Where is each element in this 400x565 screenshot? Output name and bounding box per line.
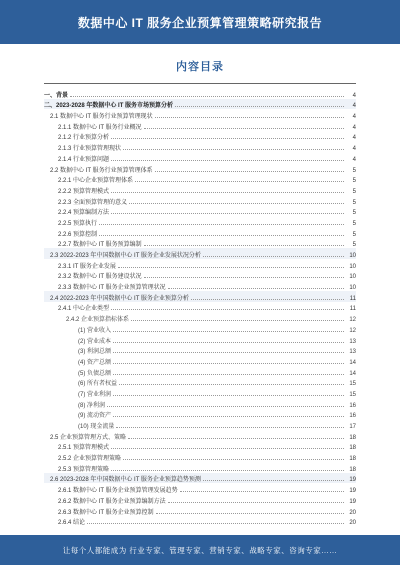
toc-entry[interactable] bbox=[44, 345, 356, 356]
toc-entry[interactable] bbox=[44, 419, 356, 430]
toc-leader-dots bbox=[113, 363, 344, 364]
toc-entry-label: 2.5.3 预算管理策略 bbox=[58, 466, 110, 473]
toc-leader-dots bbox=[144, 277, 344, 278]
toc-leader-dots bbox=[113, 395, 344, 396]
toc-leader-dots bbox=[128, 438, 344, 439]
toc-entry-label: 2.2 数据中心 IT 服务行业预算管理体系 bbox=[50, 167, 153, 174]
toc-entry-label: 一、背景 bbox=[44, 92, 69, 99]
toc-entry-label: 2.4.1 中心企业类型 bbox=[58, 306, 110, 313]
toc-entry-label: 2.6.3 数据中心 IT 服务企业预算控制 bbox=[58, 509, 154, 516]
toc-entry[interactable] bbox=[44, 216, 356, 227]
toc-entry-label: 2.6.4 结论 bbox=[58, 520, 86, 527]
toc-entry-page: 10 bbox=[349, 274, 356, 281]
toc-divider bbox=[44, 83, 356, 84]
toc-leader-dots bbox=[111, 192, 344, 193]
toc-entry-label: 2.2.1 中心企业预算管理体系 bbox=[58, 178, 134, 185]
toc-leader-dots bbox=[144, 128, 344, 129]
toc-entry[interactable] bbox=[44, 174, 356, 185]
toc-leader-dots bbox=[113, 331, 344, 332]
toc-entry[interactable] bbox=[44, 184, 356, 195]
toc-entry[interactable] bbox=[44, 505, 356, 516]
toc-entry[interactable] bbox=[44, 238, 356, 249]
toc-entry-page: 20 bbox=[349, 509, 356, 516]
toc-entry-page: 14 bbox=[349, 359, 356, 366]
toc-entry-page: 13 bbox=[349, 349, 356, 356]
toc-entry-label: 2.3.2 数据中心 IT 服务建设状况 bbox=[58, 274, 142, 281]
document-header bbox=[0, 0, 400, 44]
toc-entry-page: 20 bbox=[349, 520, 356, 527]
toc-entry-label: (3) 利润总额 bbox=[78, 349, 112, 356]
table-of-contents bbox=[44, 88, 356, 526]
toc-entry-label: (5) 负债总额 bbox=[78, 370, 112, 377]
toc-entry-label: (4) 资产总额 bbox=[78, 359, 112, 366]
toc-leader-dots bbox=[111, 138, 344, 139]
toc-entry-label: (2) 营业成本 bbox=[78, 338, 112, 345]
toc-entry-page: 15 bbox=[349, 391, 356, 398]
toc-entry-page: 10 bbox=[349, 263, 356, 270]
toc-entry[interactable] bbox=[44, 387, 356, 398]
toc-entry[interactable] bbox=[44, 312, 356, 323]
toc-leader-dots bbox=[99, 235, 344, 236]
toc-entry-page: 11 bbox=[349, 295, 356, 302]
toc-leader-dots bbox=[113, 352, 344, 353]
toc-entry[interactable] bbox=[44, 398, 356, 409]
toc-leader-dots bbox=[116, 427, 344, 428]
toc-leader-dots bbox=[203, 256, 344, 257]
toc-entry-page: 19 bbox=[349, 498, 356, 505]
toc-leader-dots bbox=[203, 480, 344, 481]
toc-entry-label: 2.6.2 数据中心 IT 服务企业预算编制方法 bbox=[58, 498, 166, 505]
toc-entry-label: 2.2.6 预算控制 bbox=[58, 231, 98, 238]
toc-entry-label: 2.5.1 预算管理模式 bbox=[58, 445, 110, 452]
toc-entry-page: 18 bbox=[349, 466, 356, 473]
toc-entry-page: 16 bbox=[349, 413, 356, 420]
toc-entry-page: 5 bbox=[352, 220, 356, 227]
toc-entry[interactable] bbox=[44, 451, 356, 462]
toc-entry[interactable] bbox=[44, 259, 356, 270]
toc-entry-label: 2.3.3 数据中心 IT 服务企业预算管理状况 bbox=[58, 285, 166, 292]
toc-entry-page: 5 bbox=[352, 178, 356, 185]
toc-entry-label: (10) 现金流量 bbox=[78, 424, 115, 430]
toc-entry-page: 18 bbox=[349, 434, 356, 441]
toc-entry-page: 4 bbox=[352, 92, 356, 99]
toc-entry-label: 2.1.3 行业预算管理现状 bbox=[58, 146, 122, 153]
toc-leader-dots bbox=[180, 491, 344, 492]
toc-entry-page: 17 bbox=[349, 424, 356, 430]
toc-leader-dots bbox=[155, 171, 344, 172]
toc-entry[interactable] bbox=[44, 302, 356, 313]
toc-entry[interactable] bbox=[44, 366, 356, 377]
toc-entry[interactable] bbox=[44, 163, 356, 174]
toc-leader-dots bbox=[111, 160, 344, 161]
toc-entry-page: 4 bbox=[352, 135, 356, 142]
toc-entry[interactable] bbox=[44, 131, 356, 142]
toc-entry-page: 5 bbox=[352, 231, 356, 238]
toc-entry-label: (6) 所有者权益 bbox=[78, 381, 118, 388]
toc-leader-dots bbox=[70, 96, 344, 97]
toc-entry-page: 5 bbox=[352, 242, 356, 249]
toc-entry-page: 13 bbox=[349, 338, 356, 345]
toc-entry[interactable] bbox=[44, 494, 356, 505]
toc-leader-dots bbox=[111, 213, 344, 214]
toc-entry-page: 10 bbox=[349, 285, 356, 292]
toc-leader-dots bbox=[168, 288, 344, 289]
toc-entry[interactable] bbox=[44, 227, 356, 238]
toc-entry-page: 4 bbox=[352, 146, 356, 153]
toc-entry[interactable] bbox=[44, 152, 356, 163]
toc-entry[interactable] bbox=[44, 141, 356, 152]
toc-entry[interactable] bbox=[44, 441, 356, 452]
toc-entry-page: 14 bbox=[349, 370, 356, 377]
toc-entry-page: 10 bbox=[349, 253, 356, 259]
toc-entry-label: (8) 净利润 bbox=[78, 402, 106, 409]
toc-leader-dots bbox=[131, 320, 344, 321]
toc-leader-dots bbox=[119, 384, 344, 385]
toc-entry-label: 2.1.4 行业预算问题 bbox=[58, 156, 110, 163]
toc-leader-dots bbox=[87, 523, 344, 524]
toc-leader-dots bbox=[107, 406, 344, 407]
toc-entry-page: 5 bbox=[352, 167, 356, 174]
toc-entry-page: 4 bbox=[352, 103, 356, 110]
toc-leader-dots bbox=[118, 267, 344, 268]
toc-entry-label: (1) 营业收入 bbox=[78, 327, 112, 334]
toc-leader-dots bbox=[191, 299, 344, 300]
toc-entry[interactable] bbox=[44, 430, 356, 441]
toc-entry-page: 16 bbox=[349, 402, 356, 409]
toc-entry-label: 2.1.1 数据中心 IT 服务行业概况 bbox=[58, 124, 142, 131]
report-title: 数据中心 IT 服务企业预算管理策略研究报告 bbox=[77, 15, 323, 30]
toc-entry[interactable] bbox=[44, 377, 356, 388]
toc-entry[interactable] bbox=[44, 483, 356, 494]
toc-entry[interactable] bbox=[44, 291, 356, 302]
toc-leader-dots bbox=[123, 149, 344, 150]
toc-entry[interactable] bbox=[44, 516, 356, 527]
toc-entry-label: 2.2.3 全面预算管理的意义 bbox=[58, 199, 128, 206]
toc-leader-dots bbox=[111, 470, 344, 471]
toc-leader-dots bbox=[113, 374, 344, 375]
toc-entry-label: 2.5 企业预算管理方式、策略 bbox=[50, 434, 127, 441]
toc-leader-dots bbox=[156, 513, 344, 514]
toc-entry[interactable] bbox=[44, 206, 356, 217]
toc-entry-page: 15 bbox=[349, 381, 356, 388]
toc-entry-page: 18 bbox=[349, 445, 356, 452]
toc-entry-page: 5 bbox=[352, 188, 356, 195]
toc-entry-label: 2.2.4 预算编制方法 bbox=[58, 210, 110, 217]
toc-heading: 内容目录 bbox=[176, 61, 224, 73]
toc-leader-dots bbox=[99, 224, 344, 225]
toc-leader-dots bbox=[144, 245, 344, 246]
toc-entry-label: 2.2.2 预算管理模式 bbox=[58, 188, 110, 195]
toc-entry[interactable] bbox=[44, 248, 356, 259]
toc-entry-page: 19 bbox=[349, 488, 356, 495]
toc-leader-dots bbox=[123, 459, 344, 460]
toc-entry-label: 2.2.5 预算执行 bbox=[58, 220, 98, 227]
toc-entry[interactable] bbox=[44, 270, 356, 281]
toc-entry-label: 2.3.1 IT 服务企业发展 bbox=[58, 263, 116, 270]
toc-entry[interactable] bbox=[44, 109, 356, 120]
document-footer bbox=[0, 535, 400, 565]
footer-slogan: 让每个人都能成为 行业专家、管理专家、营销专家、战略专家、咨询专家…… bbox=[62, 545, 338, 555]
toc-leader-dots bbox=[155, 117, 344, 118]
toc-entry[interactable] bbox=[44, 409, 356, 420]
toc-entry-page: 4 bbox=[352, 156, 356, 163]
toc-leader-dots bbox=[113, 416, 344, 417]
toc-entry[interactable] bbox=[44, 195, 356, 206]
toc-leader-dots bbox=[168, 502, 344, 503]
toc-leader-dots bbox=[135, 181, 344, 182]
toc-entry-page: 4 bbox=[352, 114, 356, 121]
toc-entry-page: 4 bbox=[352, 124, 356, 131]
toc-entry-page: 19 bbox=[349, 477, 356, 484]
toc-entry-label: 2.6 2023-2028 年中国数据中心 IT 服务企业预算趋势预测 bbox=[50, 477, 201, 484]
toc-entry-page: 12 bbox=[349, 327, 356, 334]
toc-entry-label: 2.4.2 企业预算指标体系 bbox=[66, 317, 130, 324]
toc-entry[interactable] bbox=[44, 473, 356, 484]
toc-entry-label: 2.1.2 行业预算分析 bbox=[58, 135, 110, 142]
toc-entry-page: 12 bbox=[349, 317, 356, 324]
toc-leader-dots bbox=[175, 106, 344, 107]
toc-leader-dots bbox=[111, 448, 344, 449]
toc-entry[interactable] bbox=[44, 280, 356, 291]
toc-entry-label: 2.2.7 数据中心 IT 服务预算编制 bbox=[58, 242, 142, 249]
toc-entry-page: 5 bbox=[352, 210, 356, 217]
toc-entry-label: (7) 营业利润 bbox=[78, 391, 112, 398]
toc-entry[interactable] bbox=[44, 355, 356, 366]
toc-entry[interactable] bbox=[44, 120, 356, 131]
toc-leader-dots bbox=[113, 342, 344, 343]
toc-entry-label: (9) 流动资产 bbox=[78, 413, 112, 420]
toc-entry[interactable] bbox=[44, 323, 356, 334]
toc-entry-page: 5 bbox=[352, 199, 356, 206]
toc-leader-dots bbox=[129, 203, 344, 204]
toc-entry-label: 2.6.1 数据中心 IT 服务企业预算管理发展趋势 bbox=[58, 488, 178, 495]
toc-entry-label: 二、2023-2028 年数据中心 IT 服务市场预算分析 bbox=[44, 103, 174, 110]
toc-leader-dots bbox=[111, 309, 344, 310]
toc-entry[interactable] bbox=[44, 462, 356, 473]
toc-entry[interactable] bbox=[44, 334, 356, 345]
toc-entry-label: 2.4 2022-2023 年中国数据中心 IT 服务企业预算分析 bbox=[50, 295, 189, 302]
toc-entry-page: 11 bbox=[349, 306, 356, 313]
toc-entry-label: 2.3 2022-2023 年中国数据中心 IT 服务企业发展状况分析 bbox=[50, 253, 201, 259]
toc-entry-page: 18 bbox=[349, 456, 356, 463]
toc-entry[interactable] bbox=[44, 99, 356, 110]
toc-entry-label: 2.5.2 企业预算管理策略 bbox=[58, 456, 122, 463]
toc-entry[interactable] bbox=[44, 88, 356, 99]
toc-entry-label: 2.1 数据中心 IT 服务行业预算管理现状 bbox=[50, 114, 153, 121]
